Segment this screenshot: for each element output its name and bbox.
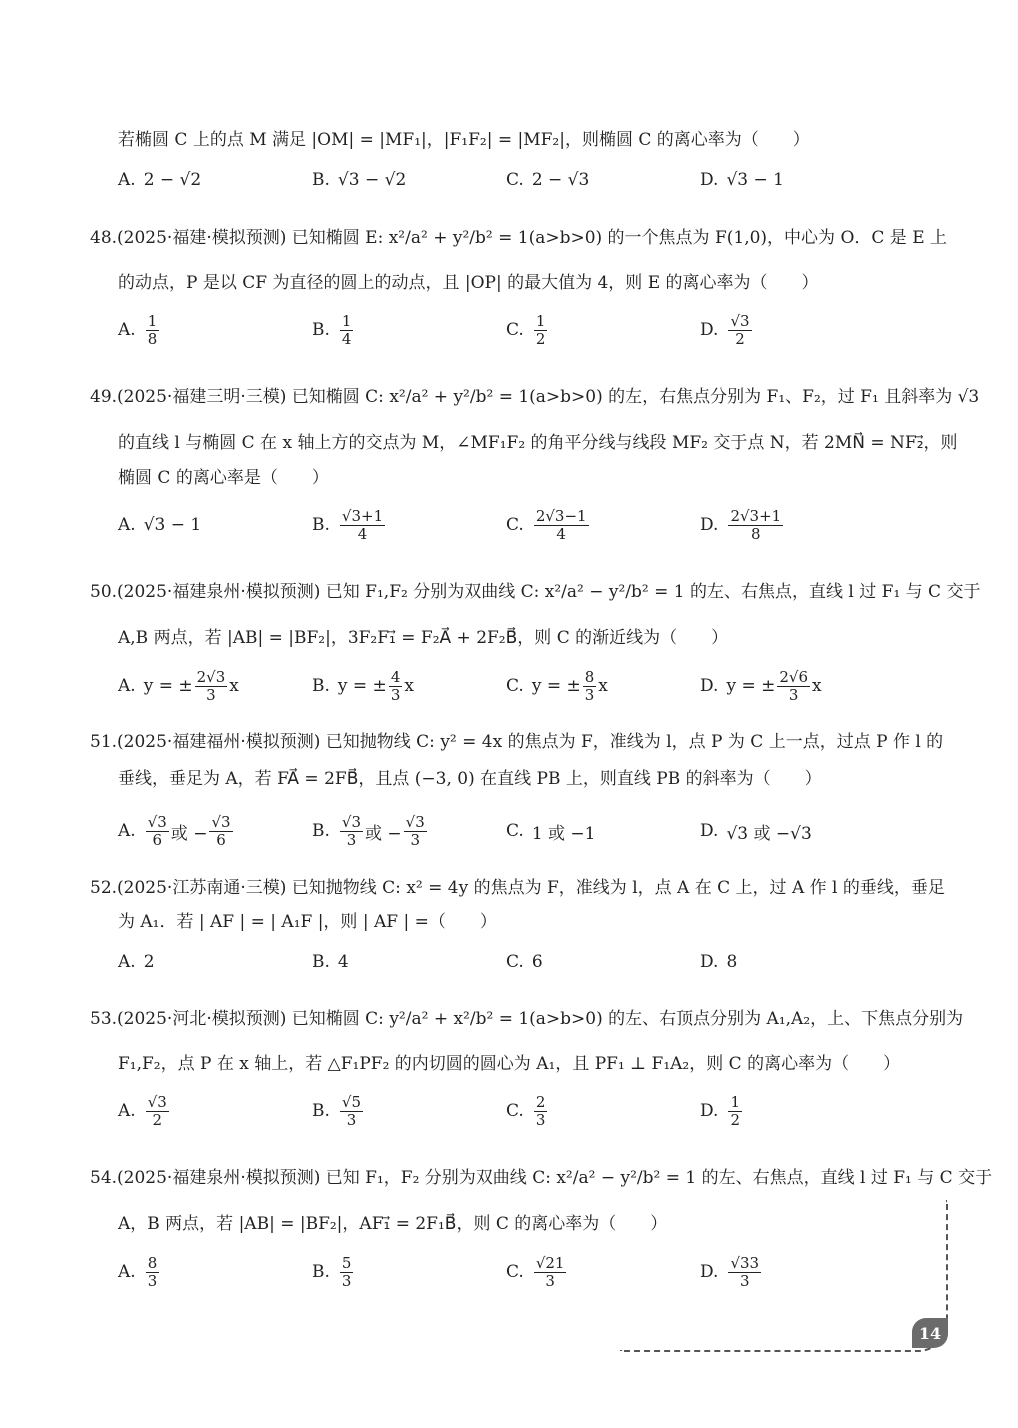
choice-d[interactable]: D. $\frac{√33}{3}$ <box>700 1253 760 1290</box>
fraction: $\frac{√3}{3}$ <box>341 812 362 849</box>
question-48-line-1: 48.(2025·福建·模拟预测) 已知椭圆 E: x²/a² + y²/b² = 1(a>b>0) 的一个焦点为 F(1,0)，中心为 O．C 是 E 上 <box>90 228 948 248</box>
choice-b[interactable]: B. 4 <box>312 952 349 972</box>
question-52-line-2: 为 A₁．若 | AF | = | A₁F |，则 | AF | =（ ） <box>118 912 497 932</box>
fraction: $\frac{√5}{3}$ <box>341 1092 362 1129</box>
question-49-line-3: 椭圆 C 的离心率是（ ） <box>118 468 329 488</box>
choice-c[interactable]: C. 6 <box>506 952 543 972</box>
fraction: $\frac{1}{4}$ <box>341 311 352 348</box>
question-53-line-2: F₁,F₂，点 P 在 x 轴上，若 △F₁PF₂ 的内切圆的圆心为 A₁，且 PF₁ ⊥ F₁A₂，则 C 的离心率为（ ） <box>118 1054 901 1074</box>
question-53-line-1: 53.(2025·河北·模拟预测) 已知椭圆 C: y²/a² + x²/b² = 1(a>b>0) 的左、右顶点分别为 A₁,A₂，上、下焦点分别为 <box>90 1009 964 1029</box>
choice-c[interactable]: C. 1 或 −1 <box>506 821 596 844</box>
choice-d[interactable]: D. $\frac{1}{2}$ <box>700 1092 740 1129</box>
question-47-choices <box>0 160 1018 200</box>
choice-d[interactable]: D. √3 或 −√3 <box>700 821 812 844</box>
question-50-choices <box>0 666 1018 706</box>
choice-a[interactable]: A. y = ± $\frac{2√3}{3}$ x <box>118 667 239 704</box>
choice-c[interactable]: C. $\frac{√21}{3}$ <box>506 1253 565 1290</box>
fraction: $\frac{√3}{3}$ <box>405 812 425 849</box>
question-54-line-2: A，B 两点，若 |AB| = |BF₂|，AF₁⃗ = 2F₁B⃗，则 C 的离心率为（ ） <box>118 1214 668 1234</box>
choice-d[interactable]: D. √3 − 1 <box>700 170 784 190</box>
choice-a[interactable]: A. 2 − √2 <box>118 170 202 190</box>
question-54-line-1: 54.(2025·福建泉州·模拟预测) 已知 F₁，F₂ 分别为双曲线 C: x²/a² − y²/b² = 1 的左、右焦点，直线 l 过 F₁ 与 C 交于 <box>90 1168 993 1188</box>
question-48-choices <box>0 310 1018 350</box>
choice-c[interactable]: C. 2 − √3 <box>506 170 590 190</box>
question-48-line-2: 的动点，P 是以 CF 为直径的圆上的动点，且 |OP| 的最大值为 4，则 E 的离心率为（ ） <box>118 273 819 293</box>
question-51-choices <box>0 811 1018 851</box>
fraction: $\frac{2√3-1}{4}$ <box>535 506 587 543</box>
choice-b[interactable]: B. $\frac{1}{4}$ <box>312 311 352 348</box>
choice-a[interactable]: A. $\frac{8}{3}$ <box>118 1253 158 1290</box>
choice-c[interactable]: C. $\frac{2}{3}$ <box>506 1092 546 1129</box>
question-52-choices <box>0 942 1018 982</box>
choice-c[interactable]: C. y = ± $\frac{8}{3}$ x <box>506 667 608 704</box>
question-50-line-2: A,B 两点，若 |AB| = |BF₂|，3F₂F₁⃗ = F₂A⃗ + 2F₂B⃗，则 C 的渐近线为（ ） <box>118 628 729 648</box>
fraction: $\frac{√3}{6}$ <box>211 812 231 849</box>
choice-b[interactable]: B. √3 − √2 <box>312 170 407 190</box>
choice-b[interactable]: B. y = ± $\frac{4}{3}$ x <box>312 667 414 704</box>
choice-a[interactable]: A. 2 <box>118 952 155 972</box>
choice-d[interactable]: D. $\frac{√3}{2}$ <box>700 311 750 348</box>
page-number: 14 <box>912 1318 948 1348</box>
choice-d[interactable]: D. y = ± $\frac{2√6}{3}$ x <box>700 667 822 704</box>
fraction: $\frac{8}{3}$ <box>584 667 595 704</box>
fraction: $\frac{8}{3}$ <box>147 1253 158 1290</box>
choice-d[interactable]: D. $\frac{2√3+1}{8}$ <box>700 506 782 543</box>
fraction: $\frac{1}{2}$ <box>730 1092 740 1129</box>
fraction: $\frac{2√6}{3}$ <box>779 667 808 704</box>
page-corner-decoration <box>620 1200 948 1352</box>
choice-a[interactable]: A. √3 − 1 <box>118 515 202 535</box>
question-49-choices <box>0 505 1018 545</box>
fraction: $\frac{√3+1}{4}$ <box>341 506 384 543</box>
choice-a[interactable]: A. $\frac{1}{8}$ <box>118 311 158 348</box>
choice-d[interactable]: D. 8 <box>700 952 738 972</box>
question-51-line-2: 垂线，垂足为 A，若 FA⃗ = 2FB⃗，且点 (−3, 0) 在直线 PB 上，则直线 PB 的斜率为（ ） <box>118 769 822 789</box>
fraction: $\frac{√33}{3}$ <box>730 1253 760 1290</box>
fraction: $\frac{2√3}{3}$ <box>196 667 226 704</box>
fraction: $\frac{√3}{2}$ <box>147 1092 167 1129</box>
fraction: $\frac{2}{3}$ <box>535 1092 546 1129</box>
question-52-line-1: 52.(2025·江苏南通·三模) 已知抛物线 C: x² = 4y 的焦点为 F，准线为 l，点 A 在 C 上，过 A 作 l 的垂线，垂足 <box>90 878 945 898</box>
fraction: $\frac{4}{3}$ <box>390 667 401 704</box>
choice-a[interactable]: A. $\frac{√3}{2}$ <box>118 1092 167 1129</box>
fraction: $\frac{1}{8}$ <box>147 311 158 348</box>
fraction: $\frac{√21}{3}$ <box>535 1253 565 1290</box>
fraction: $\frac{2√3+1}{8}$ <box>730 506 782 543</box>
choice-b[interactable]: B. $\frac{√3}{3}$ 或 − $\frac{√3}{3}$ <box>312 812 425 849</box>
fraction: $\frac{√3}{2}$ <box>730 311 750 348</box>
question-51-line-1: 51.(2025·福建福州·模拟预测) 已知抛物线 C: y² = 4x 的焦点为 F，准线为 l，点 P 为 C 上一点，过点 P 作 l 的 <box>90 732 944 752</box>
question-47-stem: 若椭圆 C 上的点 M 满足 |OM| = |MF₁|，|F₁F₂| = |MF₂|，则椭圆 C 的离心率为（ ） <box>118 130 810 150</box>
choice-b[interactable]: B. $\frac{√5}{3}$ <box>312 1092 362 1129</box>
choice-a[interactable]: A. $\frac{√3}{6}$ 或 − $\frac{√3}{6}$ <box>118 812 231 849</box>
choice-b[interactable]: B. $\frac{5}{3}$ <box>312 1253 352 1290</box>
fraction: $\frac{√3}{6}$ <box>147 812 167 849</box>
question-53-choices <box>0 1091 1018 1131</box>
fraction: $\frac{1}{2}$ <box>535 311 546 348</box>
choice-c[interactable]: C. $\frac{2√3-1}{4}$ <box>506 506 587 543</box>
choice-c[interactable]: C. $\frac{1}{2}$ <box>506 311 546 348</box>
question-49-line-2: 的直线 l 与椭圆 C 在 x 轴上方的交点为 M，∠MF₁F₂ 的角平分线与线段 MF₂ 交于点 N，若 2MN⃗ = NF₂⃗，则 <box>118 433 958 453</box>
question-50-line-1: 50.(2025·福建泉州·模拟预测) 已知 F₁,F₂ 分别为双曲线 C: x²/a² − y²/b² = 1 的左、右焦点，直线 l 过 F₁ 与 C 交于 <box>90 582 981 602</box>
choice-b[interactable]: B. $\frac{√3+1}{4}$ <box>312 506 384 543</box>
question-49-line-1: 49.(2025·福建三明·三模) 已知椭圆 C: x²/a² + y²/b² = 1(a>b>0) 的左，右焦点分别为 F₁、F₂，过 F₁ 且斜率为 √3 <box>90 387 980 407</box>
fraction: $\frac{5}{3}$ <box>341 1253 352 1290</box>
